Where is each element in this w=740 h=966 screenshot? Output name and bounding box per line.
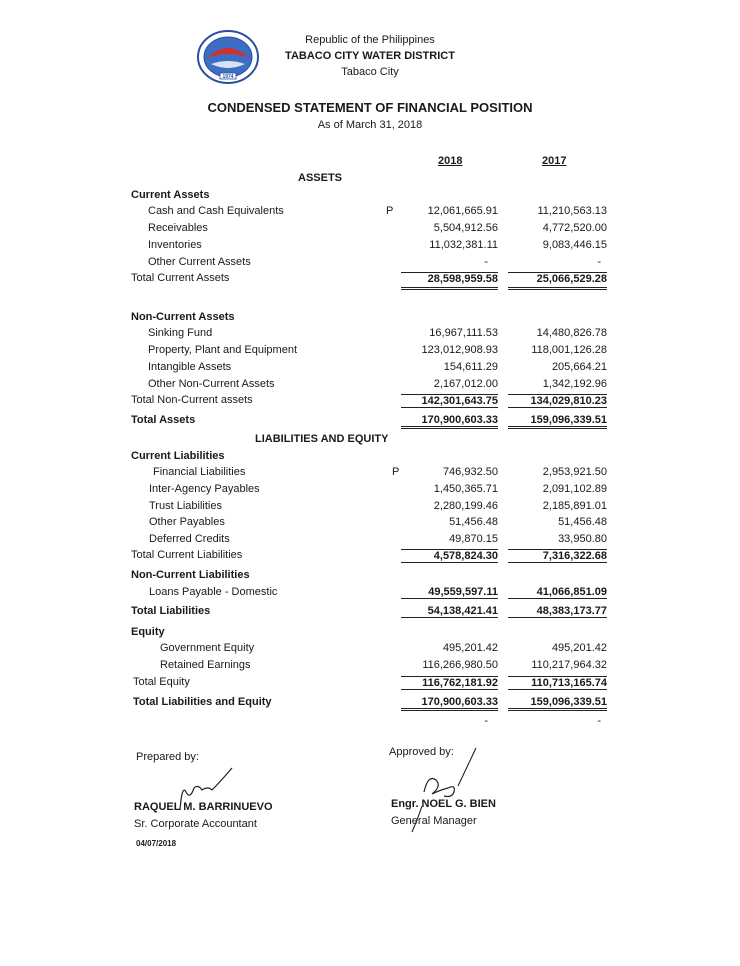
value-2018: 28,598,959.58 xyxy=(401,272,498,285)
row-label: Total Current Liabilities xyxy=(131,549,243,561)
value-2017: 2,953,921.50 xyxy=(542,466,607,478)
row-label: Cash and Cash Equivalents xyxy=(148,205,284,217)
value-2017: 2,185,891.01 xyxy=(542,500,607,512)
row-sinking-fund xyxy=(0,327,740,342)
prepared-signature xyxy=(172,764,242,804)
row-total-current-assets xyxy=(0,272,740,287)
row-label: Total Non-Current assets xyxy=(131,394,253,406)
value-2017: 110,713,165.74 xyxy=(508,676,607,690)
row-deferred-credits xyxy=(0,533,740,548)
row-label: Loans Payable - Domestic xyxy=(149,586,278,598)
value-2018: - xyxy=(484,256,488,268)
value-2018: 170,900,603.33 xyxy=(401,696,498,711)
row-label: Inter-Agency Payables xyxy=(149,483,260,495)
row-total-current-liabilities xyxy=(0,549,740,564)
row-label: Other Non-Current Assets xyxy=(148,378,275,390)
value-2018: 154,611.29 xyxy=(443,361,498,373)
double-underline-2018 xyxy=(401,287,498,293)
value-2018: 11,032,381.11 xyxy=(429,239,498,251)
statement-date: As of March 31, 2018 xyxy=(317,119,423,131)
value-2018: 1,450,365.71 xyxy=(433,483,498,495)
value-2017: 33,950.80 xyxy=(558,533,607,545)
republic-line: Republic of the Philippines xyxy=(305,34,435,46)
row-label: Other Current Assets xyxy=(148,256,251,268)
value-2017: 205,664.21 xyxy=(551,361,607,373)
preparer-name: RAQUEL M. BARRINUEVO xyxy=(134,801,273,813)
row-label: Financial Liabilities xyxy=(153,466,246,478)
row-government-equity xyxy=(0,642,740,657)
current-liabilities-heading: Current Liabilities xyxy=(131,450,225,462)
liabilities-equity-heading: LIABILITIES AND EQUITY xyxy=(255,433,389,445)
preparer-title: Sr. Corporate Accountant xyxy=(134,818,257,830)
row-other-current-assets xyxy=(0,256,740,271)
row-interagency-payables xyxy=(0,483,740,498)
double-underline-2017 xyxy=(508,287,607,293)
row-label: Sinking Fund xyxy=(148,327,213,339)
row-total-equity xyxy=(0,676,740,691)
row-label: Total Liabilities and Equity xyxy=(133,696,272,708)
row-intangible xyxy=(0,361,740,376)
value-2017: 14,480,826.78 xyxy=(536,327,607,339)
value-2017: 4,772,520.00 xyxy=(542,222,607,234)
value-2018: 116,762,181.92 xyxy=(401,676,498,690)
row-label: Inventories xyxy=(148,239,202,251)
value-2018: 51,456.48 xyxy=(449,516,498,528)
row-loans-payable xyxy=(0,586,740,601)
value-2017: 118,001,126.28 xyxy=(531,344,607,356)
value-2017: 159,096,339.51 xyxy=(508,696,607,711)
row-label: Total Equity xyxy=(133,676,190,688)
value-2017: 9,083,446.15 xyxy=(542,239,607,251)
row-other-noncurrent xyxy=(0,378,740,393)
value-2017: 2,091,102.89 xyxy=(542,483,607,495)
prepared-date: 04/07/2018 xyxy=(136,839,177,848)
value-2018: 170,900,603.33 xyxy=(401,414,498,429)
row-label: Intangible Assets xyxy=(148,361,232,373)
row-label: Property, Plant and Equipment xyxy=(148,344,297,356)
assets-heading: ASSETS xyxy=(298,172,343,184)
value-2018: 12,061,665.91 xyxy=(427,205,498,217)
value-2017: - xyxy=(597,256,601,268)
value-2017: 11,210,563.13 xyxy=(537,205,607,217)
row-retained-earnings xyxy=(0,659,740,674)
row-ppe xyxy=(0,344,740,359)
value-2018: 5,504,912.56 xyxy=(433,222,498,234)
row-total-liabilities xyxy=(0,605,740,620)
value-2017: 51,456.48 xyxy=(558,516,607,528)
value-2018: 123,012,908.93 xyxy=(421,344,498,356)
value-2018: 49,870.15 xyxy=(449,533,498,545)
approver-title: General Manager xyxy=(391,815,477,827)
approved-by-label: Approved by: xyxy=(389,746,454,758)
row-inventories xyxy=(0,239,740,254)
city-name: Tabaco City xyxy=(341,66,399,78)
peso-sign: P xyxy=(392,466,400,478)
column-header-2018: 2018 xyxy=(438,155,463,167)
value-2018: 49,559,597.11 xyxy=(401,586,498,599)
value-2017: 134,029,810.23 xyxy=(508,394,607,408)
value-2017: 495,201.42 xyxy=(551,642,607,654)
row-total-noncurrent xyxy=(0,394,740,409)
value-2018: 54,138,421.41 xyxy=(401,605,498,618)
value-2017: 7,316,322.68 xyxy=(508,549,607,563)
non-current-assets-heading: Non-Current Assets xyxy=(131,311,235,323)
value-2018: 116,266,980.50 xyxy=(422,659,498,671)
row-label: Trust Liabilities xyxy=(149,500,222,512)
row-cash xyxy=(0,205,740,220)
row-label: Total Assets xyxy=(131,414,196,426)
value-2017: - xyxy=(597,715,601,727)
row-label: Other Payables xyxy=(149,516,225,528)
value-2018: 2,280,199.46 xyxy=(433,500,498,512)
value-2018: 16,967,111.53 xyxy=(429,327,498,339)
current-assets-heading: Current Assets xyxy=(131,189,210,201)
district-name: TABACO CITY WATER DISTRICT xyxy=(285,50,455,62)
row-trust-liabilities xyxy=(0,500,740,515)
value-2017: 25,066,529.28 xyxy=(508,272,607,285)
row-label: Receivables xyxy=(148,222,208,234)
statement-title: CONDENSED STATEMENT OF FINANCIAL POSITION xyxy=(207,100,533,115)
column-header-2017: 2017 xyxy=(542,155,567,167)
row-check-difference xyxy=(0,715,740,730)
row-label: Government Equity xyxy=(160,642,255,654)
value-2018: 142,301,643.75 xyxy=(401,394,498,408)
non-current-liabilities-heading: Non-Current Liabilities xyxy=(131,569,250,581)
row-label: Total Current Assets xyxy=(131,272,230,284)
value-2018: - xyxy=(484,715,488,727)
row-label: Deferred Credits xyxy=(149,533,230,545)
equity-heading: Equity xyxy=(131,626,165,638)
approver-name: Engr. NOEL G. BIEN xyxy=(391,798,496,810)
row-label: Retained Earnings xyxy=(160,659,251,671)
value-2018: 4,578,824.30 xyxy=(401,549,498,563)
value-2017: 1,342,192.96 xyxy=(542,378,607,390)
peso-sign: P xyxy=(386,205,394,217)
value-2017: 41,066,851.09 xyxy=(508,586,607,599)
row-receivables xyxy=(0,222,740,237)
row-other-payables xyxy=(0,516,740,531)
row-total-assets xyxy=(0,414,740,429)
value-2017: 110,217,964.32 xyxy=(531,659,607,671)
value-2017: 48,383,173.77 xyxy=(508,605,607,618)
row-total-liabilities-equity xyxy=(0,696,740,711)
prepared-by-label: Prepared by: xyxy=(136,751,199,763)
value-2018: 495,201.42 xyxy=(442,642,498,654)
value-2018: 746,932.50 xyxy=(442,466,498,478)
row-financial-liabilities xyxy=(0,466,740,481)
value-2018: 2,167,012.00 xyxy=(433,378,498,390)
value-2017: 159,096,339.51 xyxy=(508,414,607,429)
row-label: Total Liabilities xyxy=(131,605,211,617)
logo-year: 1974 xyxy=(222,74,234,80)
